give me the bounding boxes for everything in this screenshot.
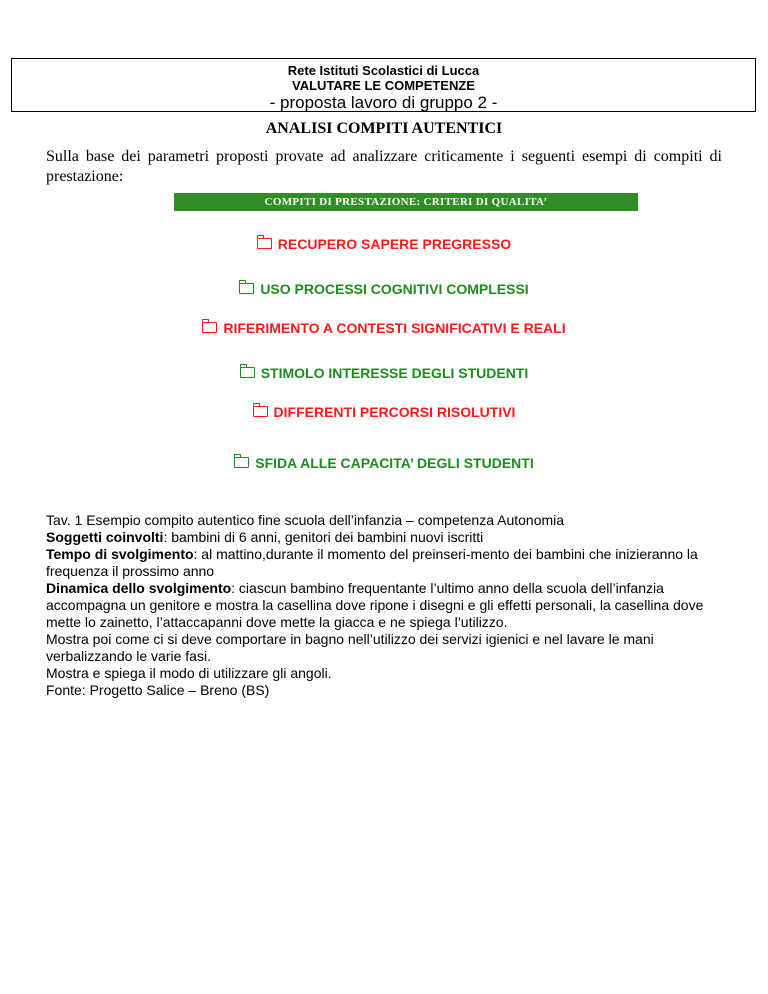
criterion-item <box>0 365 768 381</box>
soggetti-paragraph <box>46 529 736 546</box>
source-line: Fonte: Progetto Salice – Breno (BS) <box>46 682 270 698</box>
task-description <box>46 512 736 699</box>
folder-icon <box>239 283 254 294</box>
criterion-item <box>0 320 768 336</box>
criterion-label: STIMOLO INTERESSE DEGLI STUDENTI <box>260 365 529 381</box>
intro-paragraph: Sulla base dei parametri proposti provate ad analizzare criticamente i seguenti esempi di compiti di prestazione: <box>46 148 722 185</box>
dinamica-text: : ciascun bambino frequentante l’ultimo anno della scuola dell’infanzia accompagna un genitore e mostra la casellina dove ripone i disegni e gli effetti personali, la casellina dove mette lo zainetto, l’attaccapanni dove mette la giacca e ne spiega l’utilizzo. <box>46 580 704 630</box>
header-subtitle: VALUTARE LE COMPETENZE <box>292 78 475 93</box>
folder-icon <box>257 238 272 249</box>
network-name: Rete Istituti Scolastici di Lucca <box>287 63 480 78</box>
criterion-label: USO PROCESSI COGNITIVI COMPLESSI <box>260 281 529 297</box>
tempo-text: : al mattino,durante il momento del preinseri-mento dei bambini che inizieranno la frequenza il prossimo anno <box>46 546 698 579</box>
tempo-label: Tempo di svolgimento <box>46 546 194 562</box>
criterion-label: DIFFERENTI PERCORSI RISOLUTIVI <box>273 404 516 420</box>
folder-icon <box>234 457 249 468</box>
dinamica-label: Dinamica dello svolgimento <box>46 580 232 596</box>
criterion-label: RECUPERO SAPERE PREGRESSO <box>277 236 512 252</box>
criterion-item <box>0 236 768 252</box>
angoli-paragraph: Mostra e spiega il modo di utilizzare gli angoli. <box>46 665 332 681</box>
tempo-paragraph <box>46 546 736 580</box>
bagno-paragraph: Mostra poi come ci si deve comportare in bagno nell’utilizzo dei servizi igienici e nel lavare le mani verbalizzando le varie fasi. <box>46 631 654 664</box>
folder-icon <box>240 367 255 378</box>
soggetti-text: : bambini di 6 anni, genitori dei bambini nuovi iscritti <box>163 529 484 545</box>
header-proposal: - proposta lavoro di gruppo 2 - <box>269 93 498 112</box>
page-title: ANALISI COMPITI AUTENTICI <box>265 120 503 137</box>
header-box <box>11 58 756 112</box>
folder-icon <box>253 406 268 417</box>
folder-icon <box>202 322 217 333</box>
dinamica-paragraph <box>46 580 736 631</box>
criterion-label: RIFERIMENTO A CONTESTI SIGNIFICATIVI E REALI <box>223 320 566 336</box>
soggetti-label: Soggetti coinvolti <box>46 529 164 545</box>
criterion-item <box>0 404 768 420</box>
criterion-item <box>0 281 768 297</box>
criteria-header-bar: COMPITI DI PRESTAZIONE: CRITERI DI QUALITA’ <box>174 193 638 211</box>
criterion-label: SFIDA ALLE CAPACITA’ DEGLI STUDENTI <box>255 455 534 471</box>
tav-heading: Tav. 1 Esempio compito autentico fine scuola dell’infanzia – competenza Autonomia <box>46 512 565 528</box>
criterion-item <box>0 455 768 471</box>
